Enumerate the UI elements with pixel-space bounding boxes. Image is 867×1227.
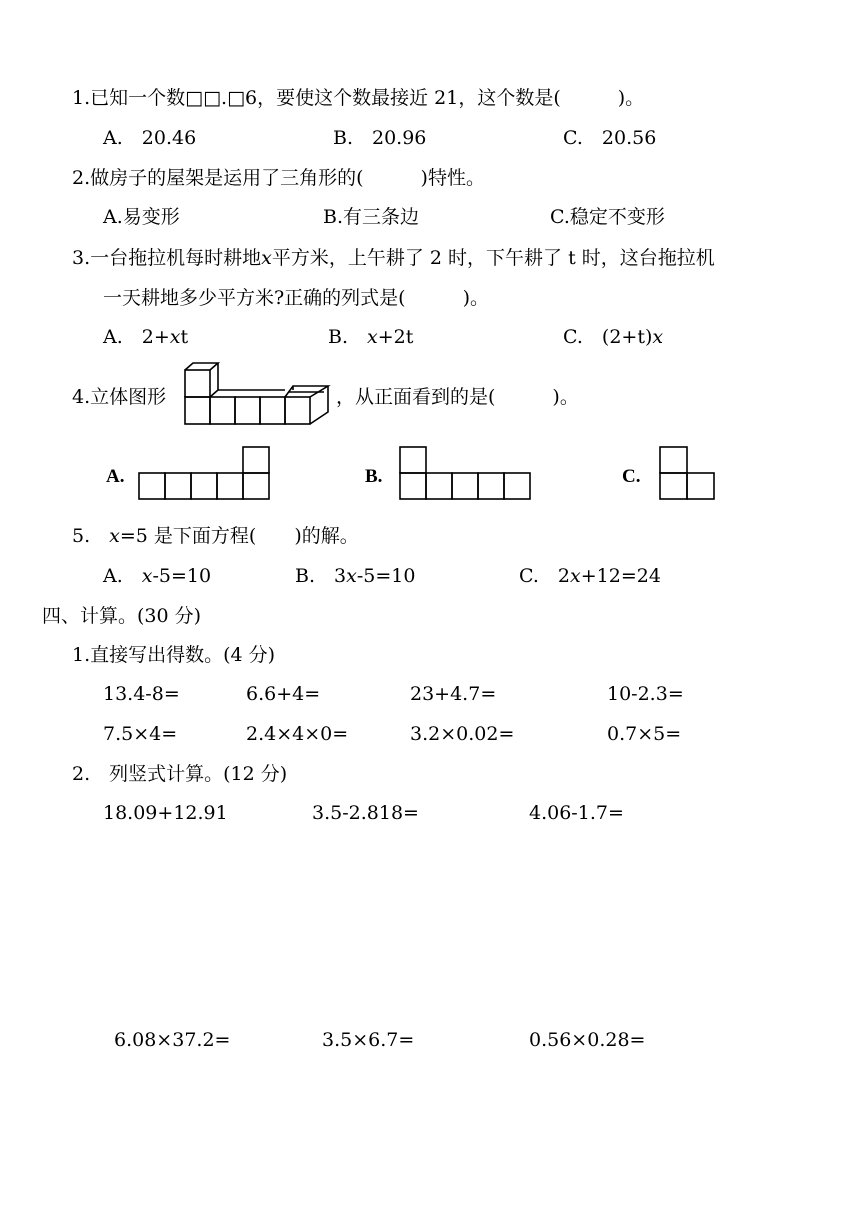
q5-stem-prefix: 5. (72, 525, 110, 547)
q3-option-b-suffix: +2t (377, 326, 414, 348)
part2-title: 2. 列竖式计算。(12 分) (72, 763, 288, 785)
q3-stem-part-b: 平方米，上午耕了 2 时，下午耕了 t 时，这台拖拉机 (271, 247, 715, 269)
q5-option-c-var: x (570, 565, 581, 587)
q3-option-c-prefix: C. (2+t) (563, 326, 653, 348)
section4-title: 四、计算。(30 分) (42, 605, 202, 627)
q4-stem-a: 4.立体图形 (72, 386, 167, 408)
q3-stem-line2: 一天耕地多少平方米?正确的列式是( )。 (103, 287, 490, 309)
q5-option-b (295, 564, 415, 588)
vertical-calc-r2-c1: 6.08×37.2= (114, 1029, 231, 1051)
vertical-calc-r2-c2: 3.5×6.7= (322, 1029, 415, 1051)
q5-option-a-suffix: -5=10 (152, 565, 212, 587)
q5-option-c (519, 564, 661, 588)
q1-option-b: B. 20.96 (333, 127, 427, 149)
q3-option-a (103, 325, 188, 349)
q3-stem-part-a: 3.一台拖拉机每时耕地 (72, 247, 262, 269)
q5-option-a (103, 564, 211, 588)
vertical-calc-r1-c2: 3.5-2.818= (312, 802, 419, 824)
q4-option-a-view (138, 445, 272, 501)
q1-option-c: C. 20.56 (563, 127, 657, 149)
calc-r1-c1: 13.4-8= (103, 683, 180, 705)
q2-stem: 2.做房子的屋架是运用了三角形的( )特性。 (72, 167, 485, 189)
vertical-calc-r2-c3: 0.56×0.28= (529, 1029, 646, 1051)
part1-title: 1.直接写出得数。(4 分) (72, 644, 276, 666)
q5-option-b-var: x (346, 565, 357, 587)
calc-r1-c4: 10-2.3= (607, 683, 684, 705)
q3-option-b-prefix: B. (328, 326, 368, 348)
q3-option-a-prefix: A. 2+ (103, 326, 170, 348)
q4-label-b: B. (365, 466, 383, 487)
q1-option-a: A. 20.46 (103, 127, 197, 149)
q5-stem (72, 524, 359, 548)
q4-stem-b: ，从正面看到的是( )。 (336, 386, 579, 408)
q2-option-a: A.易变形 (103, 206, 180, 228)
q3-variable-x: x (261, 247, 272, 269)
calc-r2-c2: 2.4×4×0= (246, 723, 349, 745)
q4-label-a: A. (106, 466, 125, 487)
q3-stem-line1 (72, 246, 715, 270)
q3-option-a-var: x (169, 326, 181, 348)
q5-option-b-suffix: -5=10 (356, 565, 416, 587)
q4-label-c: C. (622, 466, 641, 487)
q3-option-a-suffix: t (180, 326, 189, 348)
q1-stem: 1.已知一个数□□.□6，要使这个数最接近 21，这个数是( )。 (72, 87, 645, 109)
calc-r1-c2: 6.6+4= (246, 683, 321, 705)
q4-solid-figure (184, 360, 334, 426)
q3-option-c (563, 325, 663, 349)
q5-stem-suffix: =5 是下面方程( )的解。 (119, 525, 359, 547)
calc-r2-c4: 0.7×5= (607, 723, 682, 745)
q5-stem-var: x (109, 525, 120, 547)
calc-r1-c3: 23+4.7= (410, 683, 497, 705)
q5-option-a-prefix: A. (103, 565, 142, 587)
q5-option-b-prefix: B. 3 (295, 565, 347, 587)
calc-r2-c3: 3.2×0.02= (410, 723, 515, 745)
calc-r2-c1: 7.5×4= (103, 723, 178, 745)
q3-option-b-var: x (367, 326, 378, 348)
q5-option-c-suffix: +12=24 (580, 565, 661, 587)
q5-option-c-prefix: C. 2 (519, 565, 570, 587)
q4-option-c-view (659, 445, 717, 501)
vertical-calc-r1-c3: 4.06-1.7= (529, 802, 624, 824)
q2-option-b: B.有三条边 (323, 206, 420, 228)
vertical-calc-r1-c1: 18.09+12.91 (103, 802, 228, 824)
q5-option-a-var: x (141, 565, 153, 587)
q3-option-b (328, 325, 413, 349)
q2-option-c: C.稳定不变形 (550, 206, 665, 228)
q3-option-c-var: x (652, 326, 664, 348)
q4-option-b-view (399, 445, 533, 501)
